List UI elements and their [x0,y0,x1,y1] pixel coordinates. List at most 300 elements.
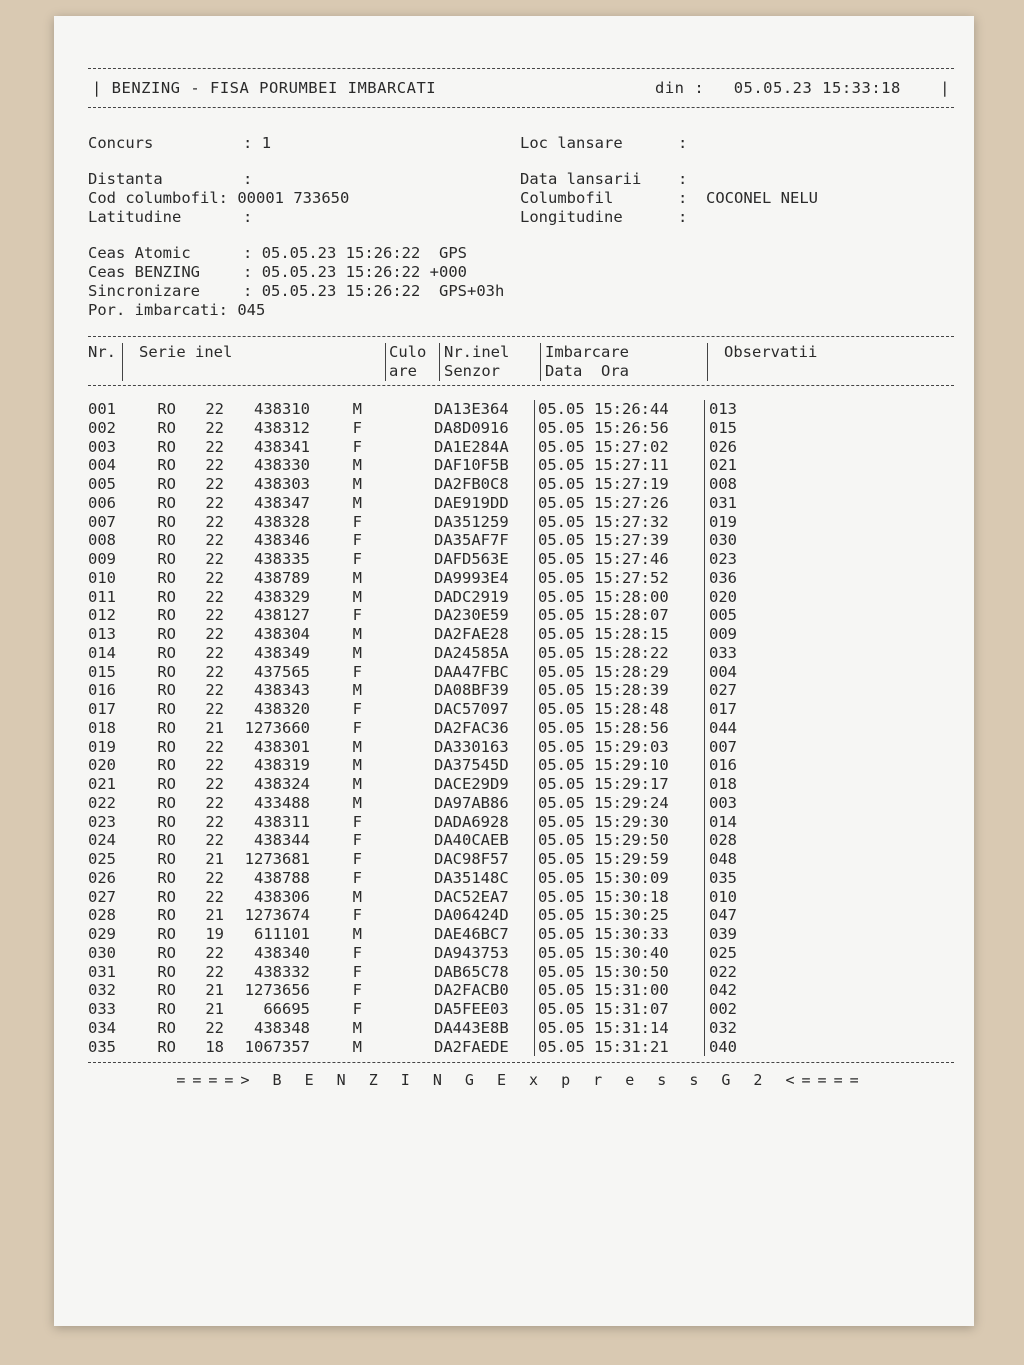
cell-senzor: DA08BF39 [432,681,535,700]
cell-country: RO [157,775,176,793]
cell-sex: F [352,550,362,568]
cell-culoare [372,569,432,588]
table-row [88,588,954,607]
cell-culoare [372,700,432,719]
cell-observatii: 008 [709,475,737,493]
table-row [88,606,954,625]
cell-observatii: 003 [709,793,737,812]
sincronizare-value: 05.05.23 15:26:22 GPS+03h [261,282,505,300]
cell-observatii: 021 [709,456,737,475]
cell-culoare [372,963,432,982]
dashed-divider [88,107,954,108]
cell-senzor: DA97AB86 [432,794,535,813]
cell-culoare [372,681,432,700]
cell-senzor: DADA6928 [432,813,535,832]
cell-year: 22 [205,418,224,437]
cell-nr: 016 [88,681,116,700]
header-culoare [385,343,439,381]
cell-ring-number: 438332 [254,962,310,981]
header-imbarcare-label: Imbarcare [545,343,629,361]
cell-data-ora: 05.05 15:27:32 [535,513,705,532]
header-nrinel-label: Nr.inel [444,343,510,361]
cell-ring-number: 438344 [254,831,310,850]
cell-nr: 015 [88,662,116,681]
cell-observatii: 039 [709,925,737,943]
cell-sex: M [352,681,362,700]
sep: : [243,170,253,188]
cell-senzor: DA2FAE28 [432,625,535,644]
cell-country: RO [157,400,176,418]
cell-data-ora: 05.05 15:26:44 [535,400,705,419]
cell-ring-number: 438349 [254,643,310,662]
table-row [88,513,954,532]
cell-observatii: 035 [709,868,737,887]
cell-culoare [372,550,432,569]
cell-ring-number: 1273674 [244,906,310,925]
title-date [655,79,950,97]
cell-nr: 009 [88,550,116,568]
cell-sex: M [352,475,362,493]
header-nrinel [439,343,540,381]
cell-year: 21 [205,981,224,1000]
cell-serie [122,419,372,438]
cell-observatii: 020 [709,587,737,606]
table-row [88,400,954,419]
cell-serie [122,888,372,907]
cell-sex: F [352,962,362,981]
cell-observatii: 018 [709,775,737,793]
cell-culoare [372,981,432,1000]
cell-year: 22 [205,962,224,981]
cell-year: 22 [205,456,224,475]
cell-nr: 030 [88,943,116,962]
ceas-atomic-field [88,244,467,263]
cell-ring-number: 438346 [254,531,310,550]
table-body [88,400,954,1056]
cell-year: 21 [205,1000,224,1018]
cell-ring-number: 438127 [254,606,310,625]
cell-culoare [372,475,432,494]
cell-sex: M [352,1018,362,1037]
document [88,68,954,1089]
table-row [88,644,954,663]
cell-serie [122,456,372,475]
cell-senzor: DAF10F5B [432,456,535,475]
cell-culoare [372,513,432,532]
cell-nr: 014 [88,643,116,662]
cell-country: RO [157,568,176,587]
cell-ring-number: 438311 [254,812,310,831]
cell-data-ora: 05.05 15:28:56 [535,719,705,738]
cell-senzor: DA5FEE03 [432,1000,535,1019]
cell-senzor: DA2FAC36 [432,719,535,738]
header-observatii: Observatii [707,343,817,381]
cell-sex: M [352,1037,362,1056]
cell-year: 22 [205,625,224,643]
cell-observatii: 036 [709,568,737,587]
cell-data-ora: 05.05 15:27:19 [535,475,705,494]
cell-observatii: 048 [709,850,737,868]
cell-ring-number: 433488 [254,793,310,812]
cell-country: RO [157,587,176,606]
cell-data-ora: 05.05 15:30:40 [535,944,705,963]
cell-country: RO [157,868,176,887]
cell-nr: 027 [88,887,116,906]
cell-data-ora: 05.05 15:29:24 [535,794,705,813]
cell-culoare [372,1019,432,1038]
cell-year: 22 [205,512,224,531]
cell-observatii: 027 [709,681,737,700]
table-row [88,756,954,775]
cell-data-ora: 05.05 15:31:07 [535,1000,705,1019]
cell-sex: M [352,793,362,812]
cell-serie [122,681,372,700]
cell-data-ora: 05.05 15:30:50 [535,963,705,982]
cell-nr: 019 [88,737,116,756]
ceas-atomic-value: 05.05.23 15:26:22 GPS [261,244,467,262]
cell-nr: 032 [88,981,116,1000]
cell-year: 18 [205,1037,224,1056]
cell-serie [122,475,372,494]
cell-sex: F [352,700,362,718]
cell-serie [122,981,372,1000]
cell-ring-number: 438306 [254,887,310,906]
cell-senzor: DA06424D [432,906,535,925]
table-row [88,625,954,644]
table-row [88,944,954,963]
cell-senzor: DA1E284A [432,438,535,457]
cell-year: 22 [205,587,224,606]
cell-serie [122,831,372,850]
cell-senzor: DA8D0916 [432,419,535,438]
cell-ring-number: 438788 [254,868,310,887]
cell-ring-number: 438319 [254,756,310,775]
cell-serie [122,700,372,719]
dashed-divider [88,1062,954,1063]
cell-observatii: 005 [709,606,737,625]
cell-data-ora: 05.05 15:30:33 [535,925,705,944]
table-row [88,981,954,1000]
cell-observatii: 042 [709,981,737,1000]
cell-senzor: DAC57097 [432,700,535,719]
cell-culoare [372,644,432,663]
cell-country: RO [157,550,176,568]
cell-data-ora: 05.05 15:28:22 [535,644,705,663]
table-row [88,531,954,550]
cell-serie [122,963,372,982]
cell-data-ora: 05.05 15:29:03 [535,738,705,757]
sep: : [243,244,253,262]
cell-ring-number: 1273660 [244,718,310,737]
cell-country: RO [157,643,176,662]
cell-ring-number: 438343 [254,681,310,700]
cell-nr: 011 [88,587,116,606]
cell-data-ora: 05.05 15:27:02 [535,438,705,457]
cell-serie [122,925,372,944]
cell-culoare [372,663,432,682]
table-row [88,681,954,700]
cell-culoare [372,775,432,794]
cell-year: 22 [205,812,224,831]
cell-ring-number: 438310 [254,400,310,418]
cell-serie [122,1038,372,1057]
cell-sex: M [352,737,362,756]
cell-senzor: DAC52EA7 [432,888,535,907]
cell-senzor: DADC2919 [432,588,535,607]
cell-year: 22 [205,737,224,756]
title-row [88,69,954,107]
cell-observatii: 026 [709,437,737,456]
ceas-benzing-field [88,263,467,282]
cell-country: RO [157,493,176,512]
sep: : [678,170,688,188]
cell-year: 21 [205,906,224,925]
printed-sheet [54,16,974,1326]
cell-sex: F [352,1000,362,1018]
cell-country: RO [157,456,176,475]
sincronizare-field [88,282,504,301]
header-data-ora: Data Ora [545,362,629,380]
cell-nr: 008 [88,531,116,550]
cell-culoare [372,719,432,738]
columbofil-value: COCONEL NELU [706,189,818,207]
cell-nr: 022 [88,793,116,812]
cell-nr: 018 [88,718,116,737]
header-nr: Nr. [88,343,116,361]
cell-country: RO [157,1000,176,1018]
cell-sex: F [352,718,362,737]
cell-ring-number: 438329 [254,587,310,606]
data-lansarii-label: Data lansarii [520,170,642,188]
cell-serie [122,1019,372,1038]
cell-data-ora: 05.05 15:28:29 [535,663,705,682]
cell-serie [122,663,372,682]
table-row [88,1000,954,1019]
cell-nr: 002 [88,418,116,437]
cell-ring-number: 438312 [254,418,310,437]
header-are: are [389,362,417,380]
cell-data-ora: 05.05 15:27:46 [535,550,705,569]
table-row [88,475,954,494]
cell-senzor: DA35AF7F [432,531,535,550]
cell-sex: M [352,493,362,512]
table-row [88,963,954,982]
table-row [88,456,954,475]
cell-country: RO [157,850,176,868]
cell-ring-number: 438341 [254,437,310,456]
print-datetime: 05.05.23 15:33:18 [733,79,901,97]
cell-observatii: 023 [709,550,737,568]
cell-data-ora: 05.05 15:29:30 [535,813,705,832]
cell-nr: 025 [88,850,116,868]
cell-sex: F [352,418,362,437]
cell-observatii: 014 [709,812,737,831]
cell-senzor: DA37545D [432,756,535,775]
distanta-field [88,170,252,189]
cell-serie [122,869,372,888]
cell-data-ora: 05.05 15:27:26 [535,494,705,513]
cell-data-ora: 05.05 15:28:48 [535,700,705,719]
cell-serie [122,719,372,738]
cell-year: 21 [205,718,224,737]
cell-year: 22 [205,643,224,662]
data-lansarii-field [520,170,687,189]
cell-sex: M [352,456,362,475]
cell-ring-number: 611101 [254,925,310,943]
cell-ring-number: 438330 [254,456,310,475]
dashed-divider [88,385,954,386]
cell-nr: 029 [88,925,116,943]
cell-nr: 010 [88,568,116,587]
cell-observatii: 030 [709,531,737,550]
cell-sex: F [352,831,362,850]
concurs-label: Concurs [88,134,154,152]
cell-sex: F [352,812,362,831]
cell-observatii: 031 [709,493,737,512]
cod-label: Cod columbofil: [88,189,228,207]
cell-data-ora: 05.05 15:26:56 [535,419,705,438]
cell-country: RO [157,906,176,925]
por-imbarcati-field [88,301,265,320]
loc-field [520,134,687,153]
sep: : [243,208,253,226]
ceas-benzing-value: 05.05.23 15:26:22 +000 [261,263,467,281]
info-section [88,126,954,326]
table-row [88,775,954,794]
cell-year: 22 [205,475,224,493]
cell-sex: F [352,943,362,962]
cell-senzor: DAC98F57 [432,850,535,869]
cell-data-ora: 05.05 15:31:14 [535,1019,705,1038]
table-row [88,569,954,588]
cell-observatii: 010 [709,887,737,906]
cell-country: RO [157,943,176,962]
longitudine-field [520,208,687,227]
cell-ring-number: 1273681 [244,850,310,868]
cell-year: 22 [205,662,224,681]
cell-year: 19 [205,925,224,943]
cell-culoare [372,494,432,513]
cell-ring-number: 438348 [254,1018,310,1037]
cell-culoare [372,888,432,907]
cell-data-ora: 05.05 15:28:07 [535,606,705,625]
cell-nr: 004 [88,456,116,475]
cell-culoare [372,869,432,888]
cell-culoare [372,738,432,757]
cell-observatii: 032 [709,1018,737,1037]
cell-nr: 024 [88,831,116,850]
cell-country: RO [157,756,176,775]
cell-nr: 034 [88,1018,116,1037]
cell-culoare [372,850,432,869]
cell-sex: F [352,437,362,456]
cell-year: 22 [205,531,224,550]
table-row [88,906,954,925]
cell-observatii: 028 [709,831,737,850]
cell-year: 22 [205,568,224,587]
cell-country: RO [157,437,176,456]
cell-senzor: DA230E59 [432,606,535,625]
cell-sex: M [352,925,362,943]
cell-data-ora: 05.05 15:30:09 [535,869,705,888]
cell-observatii: 007 [709,737,737,756]
cell-serie [122,531,372,550]
cell-data-ora: 05.05 15:28:39 [535,681,705,700]
document-title: | BENZING - FISA PORUMBEI IMBARCATI [92,79,437,97]
cell-senzor: DA330163 [432,738,535,757]
cell-data-ora: 05.05 15:28:00 [535,588,705,607]
cell-country: RO [157,700,176,718]
cell-senzor: DAE919DD [432,494,535,513]
cell-data-ora: 05.05 15:27:39 [535,531,705,550]
cell-nr: 020 [88,756,116,775]
table-row [88,663,954,682]
cell-sex: M [352,568,362,587]
concurs-field [88,134,271,153]
cell-country: RO [157,625,176,643]
cod-value: 00001 733650 [237,189,350,207]
end-bar: | [940,79,950,97]
cell-year: 22 [205,831,224,850]
cell-senzor: DAE46BC7 [432,925,535,944]
cell-country: RO [157,962,176,981]
cell-year: 22 [205,756,224,775]
sincronizare-label: Sincronizare [88,282,200,300]
table-row [88,794,954,813]
cell-culoare [372,1038,432,1057]
cell-data-ora: 05.05 15:29:59 [535,850,705,869]
table-row [88,719,954,738]
cell-observatii: 016 [709,756,737,775]
cell-culoare [372,531,432,550]
cell-nr: 026 [88,868,116,887]
table-row [88,738,954,757]
cell-observatii: 002 [709,1000,737,1018]
cell-culoare [372,794,432,813]
cell-sex: F [352,512,362,531]
ceas-atomic-label: Ceas Atomic [88,244,191,262]
cell-culoare [372,400,432,419]
cell-serie [122,738,372,757]
cell-data-ora: 05.05 15:31:21 [535,1038,705,1057]
cell-observatii: 009 [709,625,737,643]
sep: : [678,134,688,152]
cell-nr: 031 [88,962,116,981]
cell-observatii: 017 [709,700,737,718]
concurs-value: 1 [261,134,272,152]
cell-year: 22 [205,775,224,793]
cell-serie [122,906,372,925]
cell-nr: 035 [88,1037,116,1056]
cell-ring-number: 1273656 [244,981,310,1000]
cell-serie [122,513,372,532]
header-serie: Serie inel [122,343,385,381]
por-value: 045 [237,301,266,319]
cell-culoare [372,588,432,607]
cell-year: 22 [205,1018,224,1037]
cell-culoare [372,606,432,625]
sep: : [678,189,688,207]
distanta-label: Distanta [88,170,163,188]
table-row [88,813,954,832]
table-row [88,888,954,907]
cell-sex: F [352,662,362,681]
cell-serie [122,775,372,794]
cell-ring-number: 438340 [254,943,310,962]
table-row [88,1019,954,1038]
cell-observatii: 019 [709,512,737,531]
cell-nr: 017 [88,700,116,718]
